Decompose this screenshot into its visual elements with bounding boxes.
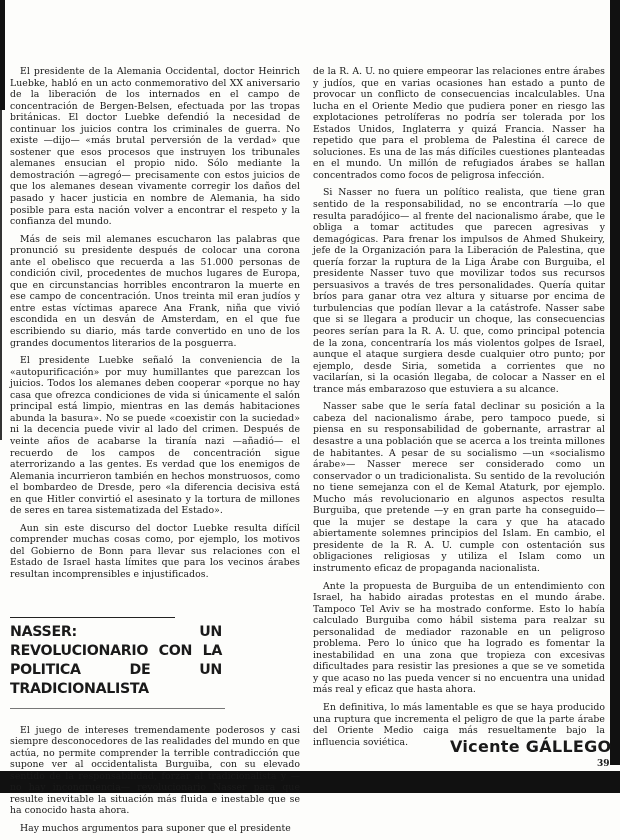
paragraph: El presidente Luebke señaló la conveniencia de la «autopurificación» por muy humillantes que parezcan los juicios. Todos los alemanes deben cooperar «porque no hay casa que ofrezca condiciones de vida si únicamente el salón principal está limpio, mientras en las demás habitaciones abunda la basura». No se puede «coexistir con la suciedad» ni la decencia puede vivir al lado del crimen. Después de veinte años de acabarse la tiranía nazi —añadió— el recuerdo de los campos de concentración sigue aterrorizando a las gentes. Es verdad que los enemigos de Alemania incurrieron también en hechos monstruosos, como el bombardeo de Dresde, pero «la diferencia decisiva está en que Hitler convirtió el asesinato y la tortura de millones de seres en tarea sistematizada del Estado». [10,355,300,517]
paragraph: Si Nasser no fuera un político realista, que tiene gran sentido de la responsabilidad, no se encontraría —lo que resulta paradójico— al frente del nacionalismo árabe, que le obliga a tomar actitudes que parecen agresivas y demagógicas. Para frenar los impulsos de Ahmed Shukeiry, jefe de la Organización para la Liberación de Palestina, que quería forzar la ruptura de la Liga Árabe con Burguiba, el presidente Nasser tuvo que movilizar todos sus recursos persuasivos a través de tres personalidades. Quería quitar bríos para ganar otra vez altura y situarse por encima de turbulencias que podían llevar a la catástrofe. Nasser sabe que si se llegara a producir un choque, las consecuencias peores serían para la R. A. U. que, como principal potencia de la zona, concentraría los más violentos golpes de Israel, aunque el ataque surgiera desde cualquier otro punto; por ejemplo, desde Siria, sometida a corrientes que no vacilarían, si la ocasión llegaba, de colocar a Nasser en el trance más embarazoso que estuviera a su alcance. [313,187,605,395]
scan-edge-left-thin [0,110,2,440]
right-column [313,66,605,754]
paragraph: El presidente de la Alemania Occidental, doctor Heinrich Luebke, habló en un acto conmemorativo del XX aniversario de la liberación de los internados en el campo de concentración de Bergen-Belsen, efectuada por las tropas británicas. El doctor Luebke defendió la necesidad de continuar los juicios contra los criminales de guerra. No existe —dijo— «más brutal perversión de la verdad» que sostener que esos procesos que instruyen los tribunales alemanes ensucian el propio nido. Sólo mediante la demostración —agregó— precisamente con estos juicios de que los alemanes desean vivamente corregir los daños del pasado y hacer justicia en nombre de Alemania, ha sido posible para esta nación volver a encontrar el respeto y la confianza del mundo. [10,66,300,228]
paragraph: Ante la propuesta de Burguiba de un entendimiento con Israel, ha habido airadas protestas en el mundo árabe. Tampoco Tel Aviv se ha mostrado conforme. Esto lo había calculado Burguiba como hábil sistema para realzar su personalidad de mediador razonable en un peligroso problema. Pero lo único que ha logrado es fomentar la inestabilidad en una zona que tropieza con excesivas dificultades para resistir las presiones a que se ve sometida y que acaso no las pueda vencer si no encuentra una unidad más real y eficaz que hasta ahora. [313,580,605,696]
page-number: 39 [597,759,610,769]
paragraph: Aun sin este discurso del doctor Luebke resulta difícil comprender muchas cosas como, por ejemplo, los motivos del Gobierno de Bonn para llevar sus relaciones con el Estado de Israel hasta límites que para los vecinos árabes resultan incomprensibles e injustificados. [10,522,300,580]
left-column [10,66,300,840]
scan-edge-left [0,0,5,110]
paragraph: de la R. A. U. no quiere empeorar las relaciones entre árabes y judíos, que en varias ocasiones han estado a punto de provocar un conflicto de consecuencias incalculables. Una lucha en el Oriente Medio que pudiera poner en riesgo las explotaciones petrolíferas no podría ser tolerada por los Estados Unidos, Inglaterra y quizá Francia. Nasser ha repetido que para el problema de Palestina él carece de soluciones. Es una de las más difíciles cuestiones planteadas en el mundo. Un millón de refugiados árabes se hallan concentrados como focos de peligrosa infección. [313,66,605,181]
paragraph: Más de seis mil alemanes escucharon las palabras que pronunció su presidente después de colocar una corona ante el obelisco que recuerda a las 51.000 personas de condición civil, procedentes de muchos lugares de Europa, que en circunstancias horribles encontraron la muerte en ese campo de concentración. Unos treinta mil eran judíos y entre estas víctimas aparece Ana Frank, niña que vivió escondida en un desván de Amsterdam, en el que fue escribiendo su diario, más tarde convertido en uno de los grandes documentos literarios de la posguerra. [10,233,300,349]
paragraph: Hay muchos argumentos para suponer que el presidente [20,822,291,834]
paragraph: En definitiva, lo más lamentable es que se haya producido una ruptura que incrementa el peligro de que la parte árabe del Oriente Medio caiga más resueltamente bajo la influencia soviética. [313,701,605,748]
paragraph: Nasser sabe que le sería fatal declinar su posición a la cabeza del nacionalismo árabe, pero tampoco puede, si piensa en su responsabilidad de gobernante, arrastrar al desastre a una población que se acerca a los treinta millones de habitantes. A pesar de su socialismo —un «socialismo árabe»— Nasser merece ser considerado como un conservador o un tradicionalista. Su sentido de la revolución no tiene semejanza con el de Kemal Ataturk, por ejemplo. Mucho más revolucionario en algunos aspectos resulta Burguiba, que pretende —y en gran parte ha conseguido— que la mujer se destape la cara y que ha atacado abiertamente solemnes principios del Islam. En cambio, el presidente de la R. A. U. cumple con ostentación sus obligaciones religiosas y utiliza el Islam como un instrumento eficaz de propaganda nacionalista. [313,401,605,574]
scan-edge-right [610,0,620,765]
author-signature: Vicente GÁLLEGO [450,737,612,756]
section-heading [10,617,300,703]
section-heading-line: POLITICA DE UN TRADICIONALISTA [10,661,222,697]
section-heading-line: NASSER: UN REVOLUCIONARIO CON LA [10,623,222,659]
paragraph: El juego de intereses tremendamente poderosos y casi siempre desconocedores de las realidades del mundo en que actúa, no permite comprender la terrible contradicción que supone ver al occidentalista Burguiba, con su elevado sentido de la responsabilidad, forzar al tradicionalista y —no hay incongruencia— revolucionario Nasser para que resulte inevitable la situación más fluida e inestable que se ha conocido hasta ahora. [10,724,300,817]
